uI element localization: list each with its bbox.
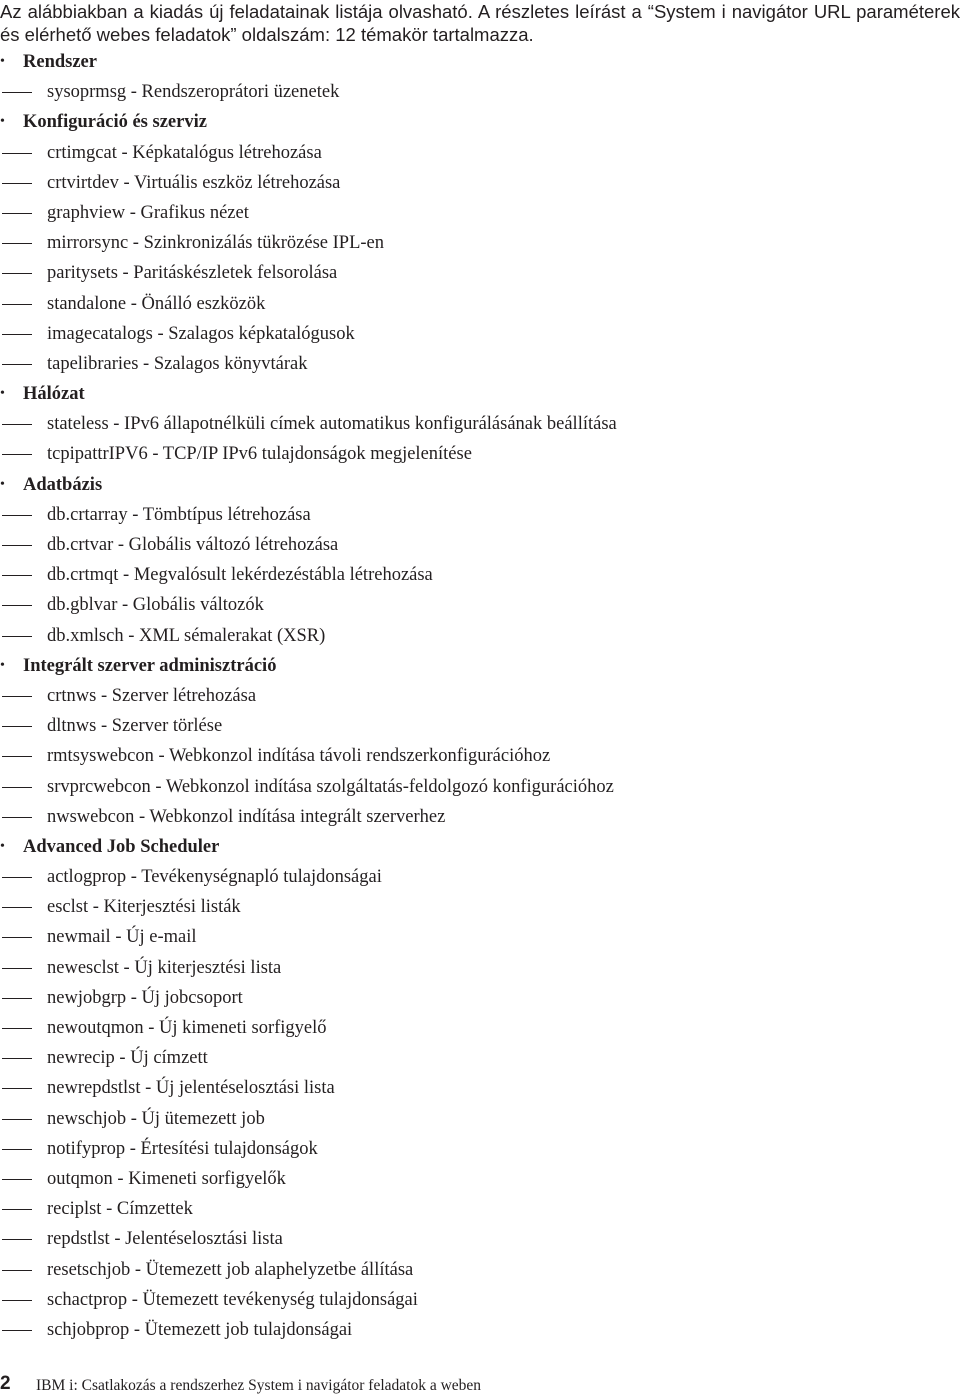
- dash-icon: [2, 937, 32, 938]
- dash-icon: [2, 968, 32, 969]
- list-item: [0, 711, 960, 741]
- list-item: [0, 77, 960, 107]
- list-item: [0, 1073, 960, 1103]
- list-item: [0, 409, 960, 439]
- list-item-text: db.xmlsch - XML sémalerakat (XSR): [47, 625, 326, 646]
- dash-icon: [2, 1119, 32, 1120]
- page-number: 2: [0, 1373, 11, 1394]
- task-list: [0, 47, 960, 1345]
- list-item-text: crtnws - Szerver létrehozása: [47, 685, 257, 706]
- dash-icon: [2, 213, 32, 214]
- list-item-text: graphview - Grafikus nézet: [47, 202, 249, 223]
- list-item: [0, 590, 960, 620]
- dash-icon: [2, 1330, 32, 1331]
- dash-icon: [2, 153, 32, 154]
- dash-icon: [2, 1300, 32, 1301]
- page-footer: [0, 1371, 960, 1397]
- list-item-text: actlogprop - Tevékenységnapló tulajdonságai: [47, 867, 382, 888]
- list-item: [0, 289, 960, 319]
- list-item: [0, 741, 960, 771]
- list-item: [0, 681, 960, 711]
- list-item: [0, 1104, 960, 1134]
- list-item: [0, 168, 960, 198]
- section-heading: [0, 832, 960, 862]
- bullet-icon: •: [0, 114, 5, 130]
- dash-icon: [2, 787, 32, 788]
- list-item-text: outqmon - Kimeneti sorfigyelők: [47, 1168, 286, 1189]
- list-item-text: tapelibraries - Szalagos könyvtárak: [47, 353, 308, 374]
- dash-icon: [2, 1209, 32, 1210]
- section-title: Konfiguráció és szerviz: [23, 112, 207, 133]
- list-item-text: nwswebcon - Webkonzol indítása integrált szerverhez: [47, 806, 446, 827]
- list-item-text: reciplst - Címzettek: [47, 1199, 193, 1220]
- bullet-icon: •: [0, 54, 5, 69]
- dash-icon: [2, 636, 32, 637]
- dash-icon: [2, 1058, 32, 1059]
- list-item: [0, 560, 960, 590]
- list-item: [0, 983, 960, 1013]
- list-item: [0, 1194, 960, 1224]
- list-item-text: schactprop - Ütemezett tevékenység tulajdonságai: [47, 1289, 418, 1310]
- bullet-icon: •: [0, 476, 5, 492]
- list-item-text: rmtsyswebcon - Webkonzol indítása távoli rendszerkonfigurációhoz: [47, 746, 551, 767]
- dash-icon: [2, 1239, 32, 1240]
- dash-icon: [2, 726, 32, 727]
- dash-icon: [2, 424, 32, 425]
- list-item-text: imagecatalogs - Szalagos képkatalógusok: [47, 323, 355, 344]
- list-item: [0, 228, 960, 258]
- dash-icon: [2, 1270, 32, 1271]
- list-item-text: paritysets - Paritáskészletek felsorolása: [47, 263, 338, 284]
- list-item-text: stateless - IPv6 állapotnélküli címek automatikus konfigurálásának beállítása: [47, 414, 617, 435]
- list-item-text: newrepdstlst - Új jelentéselosztási lista: [47, 1078, 335, 1099]
- dash-icon: [2, 515, 32, 516]
- list-item-text: newmail - Új e-mail: [47, 927, 197, 948]
- bullet-icon: •: [0, 386, 5, 402]
- list-item: [0, 530, 960, 560]
- list-item: [0, 892, 960, 922]
- list-item: [0, 138, 960, 168]
- list-item: [0, 922, 960, 952]
- list-item: [0, 1043, 960, 1073]
- section-title: Advanced Job Scheduler: [23, 836, 220, 857]
- dash-icon: [2, 696, 32, 697]
- list-item: [0, 1285, 960, 1315]
- dash-icon: [2, 1149, 32, 1150]
- list-item: [0, 621, 960, 651]
- list-item: [0, 1164, 960, 1194]
- section-heading: [0, 470, 960, 500]
- list-item-text: db.gblvar - Globális változók: [47, 595, 264, 616]
- list-item: [0, 1013, 960, 1043]
- dash-icon: [2, 92, 32, 93]
- list-item: [0, 258, 960, 288]
- section-heading: [0, 47, 960, 77]
- dash-icon: [2, 756, 32, 757]
- dash-icon: [2, 1028, 32, 1029]
- list-item-text: tcpipattrIPV6 - TCP/IP IPv6 tulajdonságok megjelenítése: [47, 444, 472, 465]
- dash-icon: [2, 545, 32, 546]
- list-item-text: crtvirtdev - Virtuális eszköz létrehozása: [47, 172, 341, 193]
- list-item-text: sysoprmsg - Rendszeroprátori üzenetek: [47, 82, 340, 103]
- list-item: [0, 500, 960, 530]
- list-item-text: notifyprop - Értesítési tulajdonságok: [47, 1138, 318, 1159]
- list-item: [0, 1255, 960, 1285]
- list-item: [0, 802, 960, 832]
- list-item-text: srvprcwebcon - Webkonzol indítása szolgáltatás-feldolgozó konfigurációhoz: [47, 776, 614, 797]
- list-item-text: mirrorsync - Szinkronizálás tükrözése IPL-en: [47, 233, 385, 254]
- bullet-icon: •: [0, 657, 5, 673]
- dash-icon: [2, 605, 32, 606]
- list-item-text: crtimgcat - Képkatalógus létrehozása: [47, 142, 322, 163]
- list-item-text: newjobgrp - Új jobcsoport: [47, 987, 243, 1008]
- dash-icon: [2, 183, 32, 184]
- list-item-text: newoutqmon - Új kimeneti sorfigyelő: [47, 1018, 327, 1038]
- list-item-text: newschjob - Új ütemezett job: [47, 1108, 265, 1129]
- dash-icon: [2, 304, 32, 305]
- section-heading: [0, 651, 960, 681]
- list-item-text: standalone - Önálló eszközök: [47, 293, 266, 314]
- dash-icon: [2, 334, 32, 335]
- list-item: [0, 1315, 960, 1345]
- list-item-text: db.crtvar - Globális változó létrehozása: [47, 535, 339, 555]
- list-item: [0, 1134, 960, 1164]
- dash-icon: [2, 907, 32, 908]
- list-item-text: esclst - Kiterjesztési listák: [47, 897, 241, 918]
- list-item: [0, 198, 960, 228]
- dash-icon: [2, 364, 32, 365]
- list-item-text: newesclst - Új kiterjesztési lista: [47, 957, 282, 978]
- list-item-text: schjobprop - Ütemezett job tulajdonságai: [47, 1319, 353, 1340]
- dash-icon: [2, 575, 32, 576]
- list-item: [0, 862, 960, 892]
- section-heading: [0, 107, 960, 137]
- dash-icon: [2, 877, 32, 878]
- section-heading: [0, 379, 960, 409]
- list-item-text: dltnws - Szerver törlése: [47, 716, 223, 737]
- dash-icon: [2, 998, 32, 999]
- list-item: [0, 1224, 960, 1254]
- list-item-text: newrecip - Új címzett: [47, 1048, 208, 1069]
- dash-icon: [2, 273, 32, 274]
- footer-title: IBM i: Csatlakozás a rendszerhez System i navigátor feladatok a weben: [36, 1377, 482, 1394]
- dash-icon: [2, 243, 32, 244]
- dash-icon: [2, 454, 32, 455]
- list-item-text: resetschjob - Ütemezett job alaphelyzetbe állítása: [47, 1259, 414, 1280]
- section-title: Rendszer: [23, 52, 97, 72]
- list-item: [0, 319, 960, 349]
- list-item-text: repdstlst - Jelentéselosztási lista: [47, 1229, 283, 1250]
- list-item: [0, 953, 960, 983]
- list-item-text: db.crtmqt - Megvalósult lekérdezéstábla létrehozása: [47, 565, 433, 586]
- bullet-icon: •: [0, 838, 5, 854]
- intro-paragraph: Az alábbiakban a kiadás új feladatainak listája olvasható. A részletes leírást a “System i navigátor URL paraméterek és elérhető webes feladatok” oldalszám: 12 témakör tartalmazza.: [0, 1, 960, 45]
- list-item: [0, 349, 960, 379]
- dash-icon: [2, 817, 32, 818]
- list-item: [0, 439, 960, 469]
- dash-icon: [2, 1179, 32, 1180]
- section-title: Hálózat: [23, 384, 85, 405]
- section-title: Integrált szerver adminisztráció: [23, 655, 277, 676]
- list-item-text: db.crtarray - Tömbtípus létrehozása: [47, 504, 311, 525]
- section-title: Adatbázis: [23, 474, 103, 495]
- dash-icon: [2, 1088, 32, 1089]
- list-item: [0, 772, 960, 802]
